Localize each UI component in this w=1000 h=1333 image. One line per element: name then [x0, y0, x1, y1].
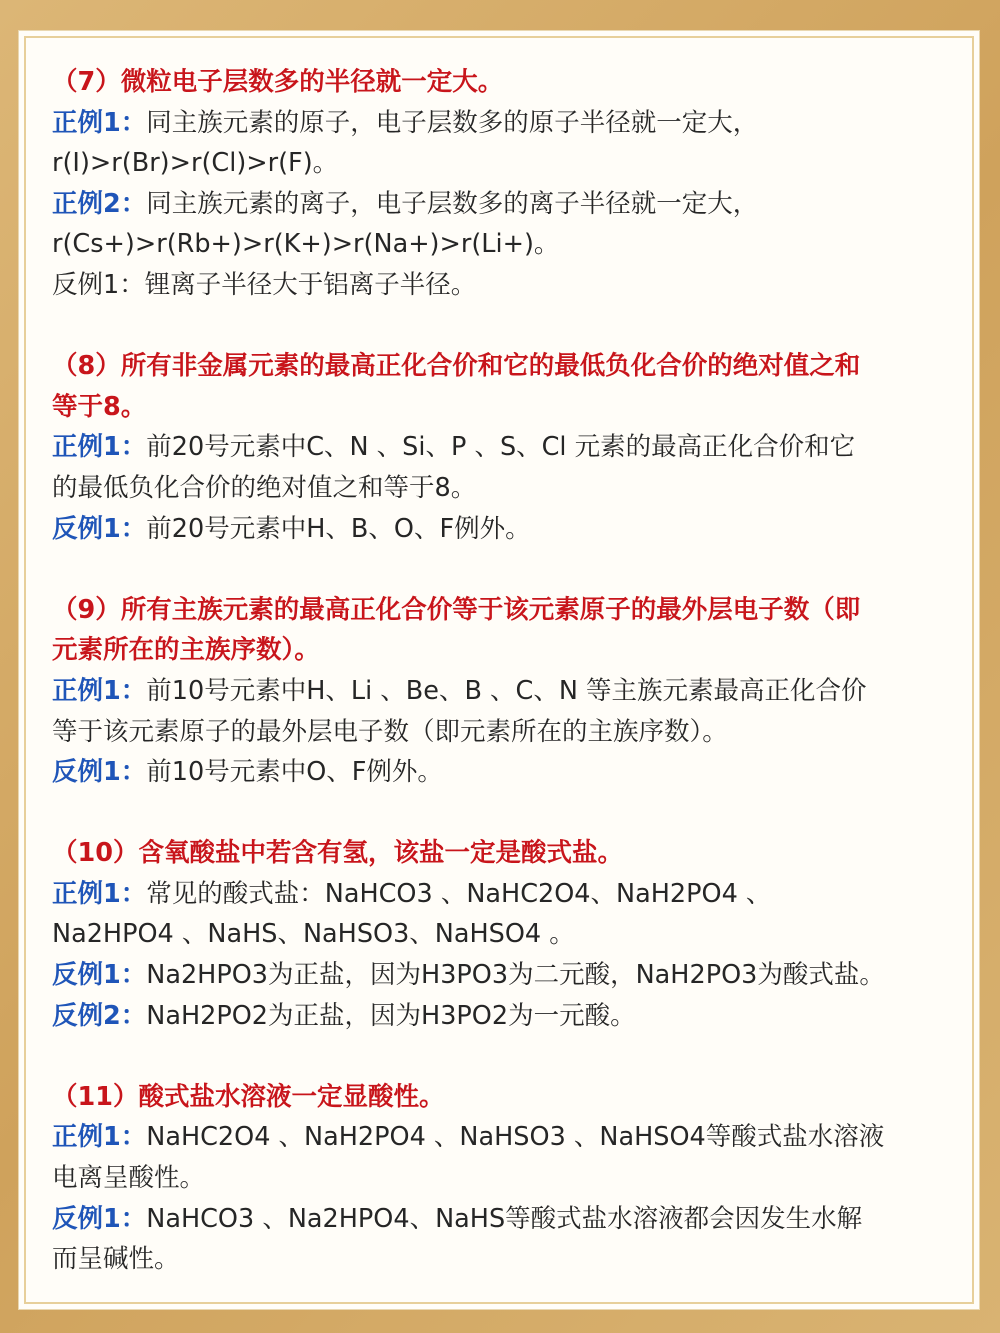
example-label: 正例1：	[52, 432, 147, 463]
section-7	[52, 62, 952, 306]
example-text: 前10号元素中H、Li 、Be、B 、C、N 等主族元素最高正化合价	[146, 675, 867, 706]
example-item	[52, 874, 952, 915]
section-heading: （11）酸式盐水溶液一定显酸性。	[52, 1081, 445, 1112]
example-label: 反例1：	[52, 960, 147, 991]
section-spacer	[52, 549, 952, 590]
example-text: 同主族元素的原子，电子层数多的原子半径就一定大，	[146, 107, 759, 138]
example-text: NaHC2O4 、NaH2PO4 、NaHSO3 、NaHSO4等酸式盐水溶液	[146, 1122, 885, 1153]
example-text: 常见的酸式盐：NaHCO3 、NaHC2O4、NaH2PO4 、	[146, 878, 772, 909]
example-text-continued: r(Cs+)>r(Rb+)>r(K+)>r(Na+)>r(Li+)。	[52, 229, 560, 260]
section-heading: （9）所有主族元素的最高正化合价等于该元素原子的最外层电子数（即	[52, 594, 861, 625]
example-text: 锂离子半径大于铝离子半径。	[144, 269, 477, 300]
example-label: 反例2：	[52, 1000, 147, 1031]
section-10	[52, 833, 952, 1036]
example-text-continued: 电离呈酸性。	[52, 1163, 206, 1194]
example-label: 反例1：	[52, 513, 147, 544]
example-text-continued: 的最低负化合价的绝对值之和等于8。	[52, 472, 477, 503]
section-heading: （8）所有非金属元素的最高正化合价和它的最低负化合价的绝对值之和	[52, 351, 861, 382]
example-text: 前10号元素中O、F例外。	[146, 757, 443, 788]
example-label: 反例1：	[52, 1203, 147, 1234]
example-text: 同主族元素的离子，电子层数多的离子半径就一定大，	[146, 188, 759, 219]
document-body	[52, 62, 952, 1280]
section-spacer	[52, 1036, 952, 1077]
example-text: 前20号元素中C、N 、Si、P 、S、Cl 元素的最高正化合价和它	[146, 432, 856, 463]
example-text-continued: 等于该元素原子的最外层电子数（即元素所在的主族序数）。	[52, 716, 728, 747]
example-item	[52, 671, 952, 712]
example-label: 反例1：	[52, 757, 147, 788]
example-item	[52, 184, 952, 225]
counter-example-item	[52, 996, 952, 1037]
section-spacer	[52, 306, 952, 347]
counter-example-item	[52, 1199, 952, 1240]
example-text-continued: 而呈碱性。	[52, 1244, 180, 1275]
example-label: 正例1：	[52, 107, 147, 138]
example-item	[52, 1117, 952, 1158]
example-label: 正例1：	[52, 1122, 147, 1153]
counter-example-item	[52, 265, 952, 306]
counter-example-item	[52, 955, 952, 996]
section-8	[52, 346, 952, 549]
example-label: 正例1：	[52, 675, 147, 706]
example-text: 前20号元素中H、B、O、F例外。	[146, 513, 531, 544]
counter-example-item	[52, 752, 952, 793]
section-heading-continued: 元素所在的主族序数）。	[52, 635, 320, 666]
example-label: 反例1：	[52, 269, 145, 300]
section-9	[52, 590, 952, 793]
example-text: Na2HPO3为正盐，因为H3PO3为二元酸，NaH2PO3为酸式盐。	[146, 960, 885, 991]
counter-example-item	[52, 509, 952, 550]
example-text-continued: Na2HPO4 、NaHS、NaHSO3、NaHSO4 。	[52, 919, 575, 950]
example-item	[52, 427, 952, 468]
example-text: NaHCO3 、Na2HPO4、NaHS等酸式盐水溶液都会因发生水解	[146, 1203, 863, 1234]
example-text: NaH2PO2为正盐，因为H3PO2为一元酸。	[146, 1000, 636, 1031]
example-label: 正例1：	[52, 878, 147, 909]
example-text-continued: r(I)>r(Br)>r(Cl)>r(F)。	[52, 148, 339, 179]
section-11	[52, 1077, 952, 1280]
section-heading: （10）含氧酸盐中若含有氢，该盐一定是酸式盐。	[52, 838, 623, 869]
section-spacer	[52, 793, 952, 834]
example-item	[52, 103, 952, 144]
section-heading: （7）微粒电子层数多的半径就一定大。	[52, 67, 504, 97]
section-heading-continued: 等于8。	[52, 391, 147, 422]
example-label: 正例2：	[52, 188, 147, 219]
